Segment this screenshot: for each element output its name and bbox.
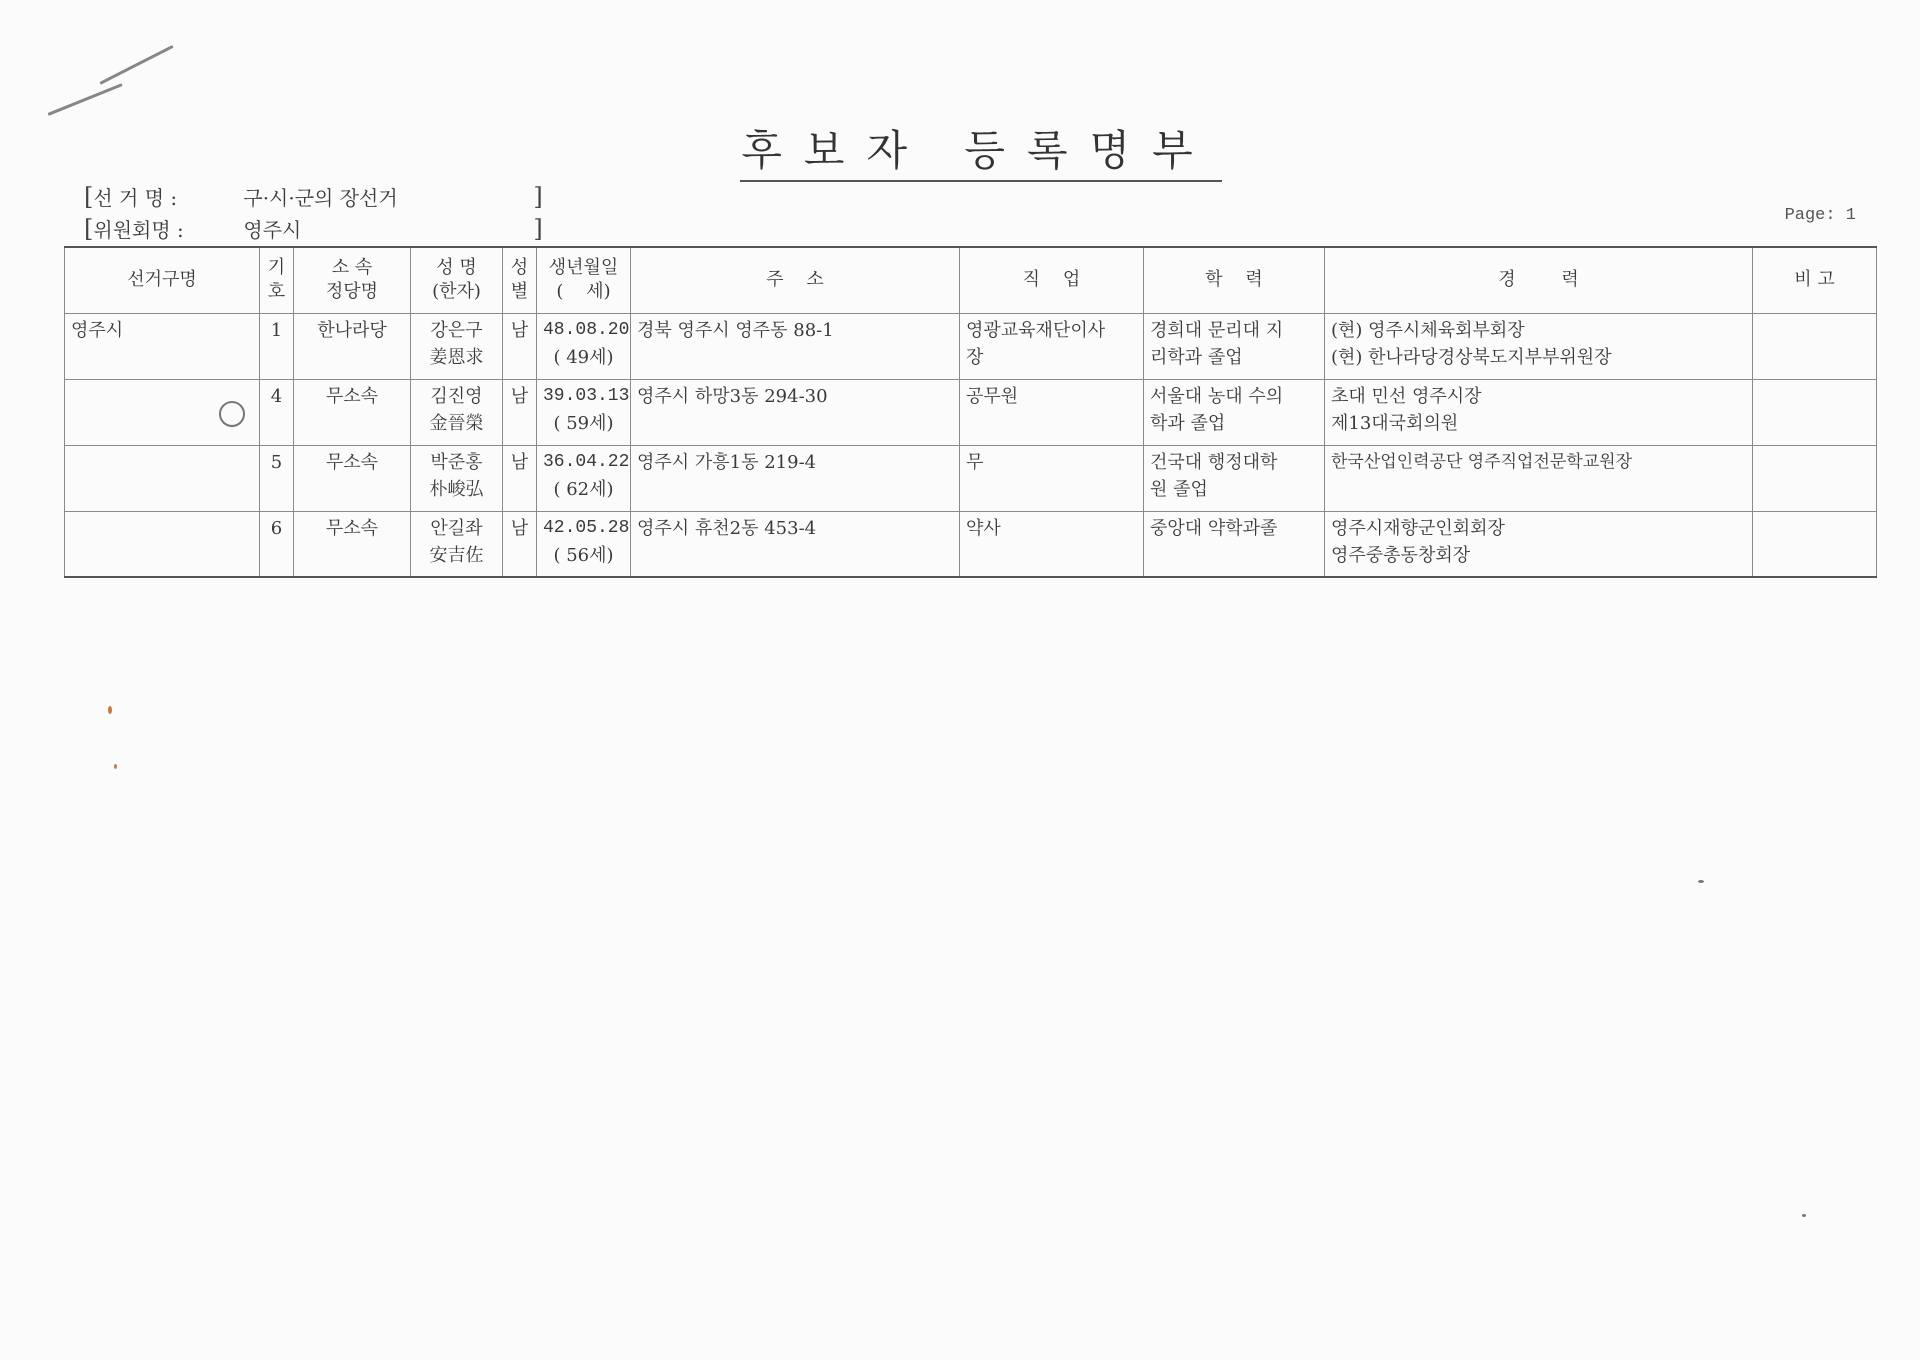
- candidate-name-hanja: 姜恩求: [429, 346, 484, 368]
- candidate-name: 박준홍: [430, 451, 483, 473]
- cell-number: 1: [260, 313, 294, 379]
- cell-district: [65, 379, 260, 445]
- page-number: Page: 1: [1784, 206, 1856, 225]
- committee-name: 영주시: [243, 218, 302, 242]
- cell-sex: 남: [503, 445, 537, 511]
- cell-sex: 남: [503, 313, 537, 379]
- education-line1: 경희대 문리대 지: [1150, 319, 1284, 341]
- education-line1: 중앙대 약학과졸: [1150, 517, 1278, 539]
- cell-birth: [537, 313, 631, 379]
- cell-career: [1325, 313, 1753, 379]
- age: ( 62세): [553, 478, 614, 500]
- cell-note: [1753, 511, 1877, 577]
- circle-mark-icon: [219, 401, 245, 427]
- header-note: 비 고: [1753, 247, 1877, 313]
- header-career: 경 력: [1325, 247, 1753, 313]
- election-name: 구·시·군의 장선거: [243, 186, 398, 210]
- title-underline: [740, 180, 1222, 182]
- candidate-name-hanja: 金晉榮: [429, 412, 484, 434]
- scan-speck: [1802, 1214, 1806, 1217]
- career-line1: 한국산업인력공단 영주직업전문학교원장: [1331, 451, 1632, 472]
- cell-sex: 남: [503, 511, 537, 577]
- cell-career: [1325, 445, 1753, 511]
- header-birth: [537, 247, 631, 313]
- bracket: ]: [533, 183, 543, 211]
- header-name-line1: 성 명: [436, 257, 477, 279]
- cell-party: 무소속: [294, 379, 411, 445]
- cell-job: [960, 445, 1144, 511]
- header-address: 주 소: [631, 247, 960, 313]
- job-line2: 장: [966, 346, 984, 368]
- document-title: 후보자 등록명부: [741, 126, 1215, 175]
- header-row: [65, 247, 1877, 313]
- scan-mark: [99, 45, 173, 85]
- header-education: 학 력: [1144, 247, 1325, 313]
- scan-speck: [1698, 880, 1704, 883]
- cell-name: [411, 445, 503, 511]
- bracket: ]: [533, 215, 543, 243]
- scan-speck: [108, 706, 112, 714]
- cell-note: [1753, 379, 1877, 445]
- cell-note: [1753, 445, 1877, 511]
- candidate-name-hanja: 安吉佐: [429, 544, 484, 566]
- cell-education: [1144, 379, 1325, 445]
- header-party-line1: 소 속: [331, 257, 373, 279]
- age: ( 59세): [553, 412, 614, 434]
- cell-birth: [537, 379, 631, 445]
- bracket: [: [84, 183, 94, 211]
- candidate-name: 김진영: [430, 385, 483, 407]
- header-birth-line2: ( 세): [556, 281, 611, 303]
- education-line2: 리학과 졸업: [1150, 346, 1243, 368]
- cell-career: [1325, 379, 1753, 445]
- job-line1: 영광교육재단이사: [966, 319, 1106, 341]
- cell-address: 영주시 휴천2동 453-4: [631, 511, 960, 577]
- cell-name: [411, 511, 503, 577]
- header-number: 기호: [260, 247, 294, 313]
- birth-date: 39.03.13: [543, 385, 630, 406]
- cell-address: 영주시 가흥1동 219-4: [631, 445, 960, 511]
- header-birth-line1: 생년월일: [548, 257, 619, 279]
- cell-education: [1144, 445, 1325, 511]
- career-line1: 초대 민선 영주시장: [1331, 385, 1482, 407]
- header-party: [294, 247, 411, 313]
- header-name-line2: (한자): [432, 281, 481, 303]
- cell-birth: [537, 511, 631, 577]
- bracket: [: [84, 215, 94, 243]
- birth-date: 36.04.22: [543, 451, 630, 472]
- job-line1: 공무원: [966, 385, 1019, 407]
- cell-note: [1753, 313, 1877, 379]
- candidate-name: 안길좌: [430, 517, 483, 539]
- table-row: [65, 313, 1877, 379]
- cell-job: [960, 511, 1144, 577]
- cell-name: [411, 313, 503, 379]
- age: ( 49세): [553, 346, 614, 368]
- cell-job: [960, 379, 1144, 445]
- education-line2: 학과 졸업: [1150, 412, 1226, 434]
- candidate-table: [64, 246, 1877, 578]
- birth-date: 48.08.20: [543, 319, 630, 340]
- birth-date: 42.05.28: [543, 517, 630, 538]
- age: ( 56세): [553, 544, 614, 566]
- career-line1: 영주시재향군인회회장: [1331, 517, 1505, 539]
- committee-line: [84, 214, 543, 243]
- cell-district: [65, 511, 260, 577]
- header-job: 직 업: [960, 247, 1144, 313]
- cell-name: [411, 379, 503, 445]
- cell-job: [960, 313, 1144, 379]
- cell-party: 한나라당: [294, 313, 411, 379]
- table-row: [65, 511, 1877, 577]
- education-line1: 건국대 행정대학: [1150, 451, 1278, 473]
- cell-number: 5: [260, 445, 294, 511]
- career-line2: 제13대국회의원: [1331, 412, 1459, 434]
- career-line2: (현) 한나라당경상북도지부부위원장: [1331, 346, 1612, 368]
- cell-career: [1325, 511, 1753, 577]
- career-line1: (현) 영주시체육회부회장: [1331, 319, 1525, 341]
- election-label: 선 거 명 :: [93, 186, 178, 210]
- cell-district: [65, 445, 260, 511]
- scan-speck: [114, 764, 117, 769]
- cell-district: 영주시: [65, 313, 260, 379]
- cell-education: [1144, 511, 1325, 577]
- candidate-name: 강은구: [430, 319, 483, 341]
- cell-party: 무소속: [294, 445, 411, 511]
- election-line: [84, 182, 543, 211]
- job-line1: 약사: [966, 517, 1001, 539]
- table-row: [65, 379, 1877, 445]
- cell-address: 경북 영주시 영주동 88-1: [631, 313, 960, 379]
- career-line2: 영주중총동창회장: [1331, 544, 1471, 566]
- header-sex: 성별: [503, 247, 537, 313]
- education-line1: 서울대 농대 수의: [1150, 385, 1284, 407]
- header-party-line2: 정당명: [325, 281, 379, 303]
- cell-number: 4: [260, 379, 294, 445]
- candidate-name-hanja: 朴峻弘: [429, 478, 484, 500]
- cell-education: [1144, 313, 1325, 379]
- job-line1: 무: [966, 451, 984, 473]
- table-row: [65, 445, 1877, 511]
- cell-sex: 남: [503, 379, 537, 445]
- cell-number: 6: [260, 511, 294, 577]
- cell-birth: [537, 445, 631, 511]
- scan-mark: [47, 83, 122, 116]
- cell-address: 영주시 하망3동 294-30: [631, 379, 960, 445]
- cell-party: 무소속: [294, 511, 411, 577]
- committee-label: 위원회명 :: [93, 218, 184, 242]
- header-name: [411, 247, 503, 313]
- header-district: 선거구명: [65, 247, 260, 313]
- education-line2: 원 졸업: [1150, 478, 1208, 500]
